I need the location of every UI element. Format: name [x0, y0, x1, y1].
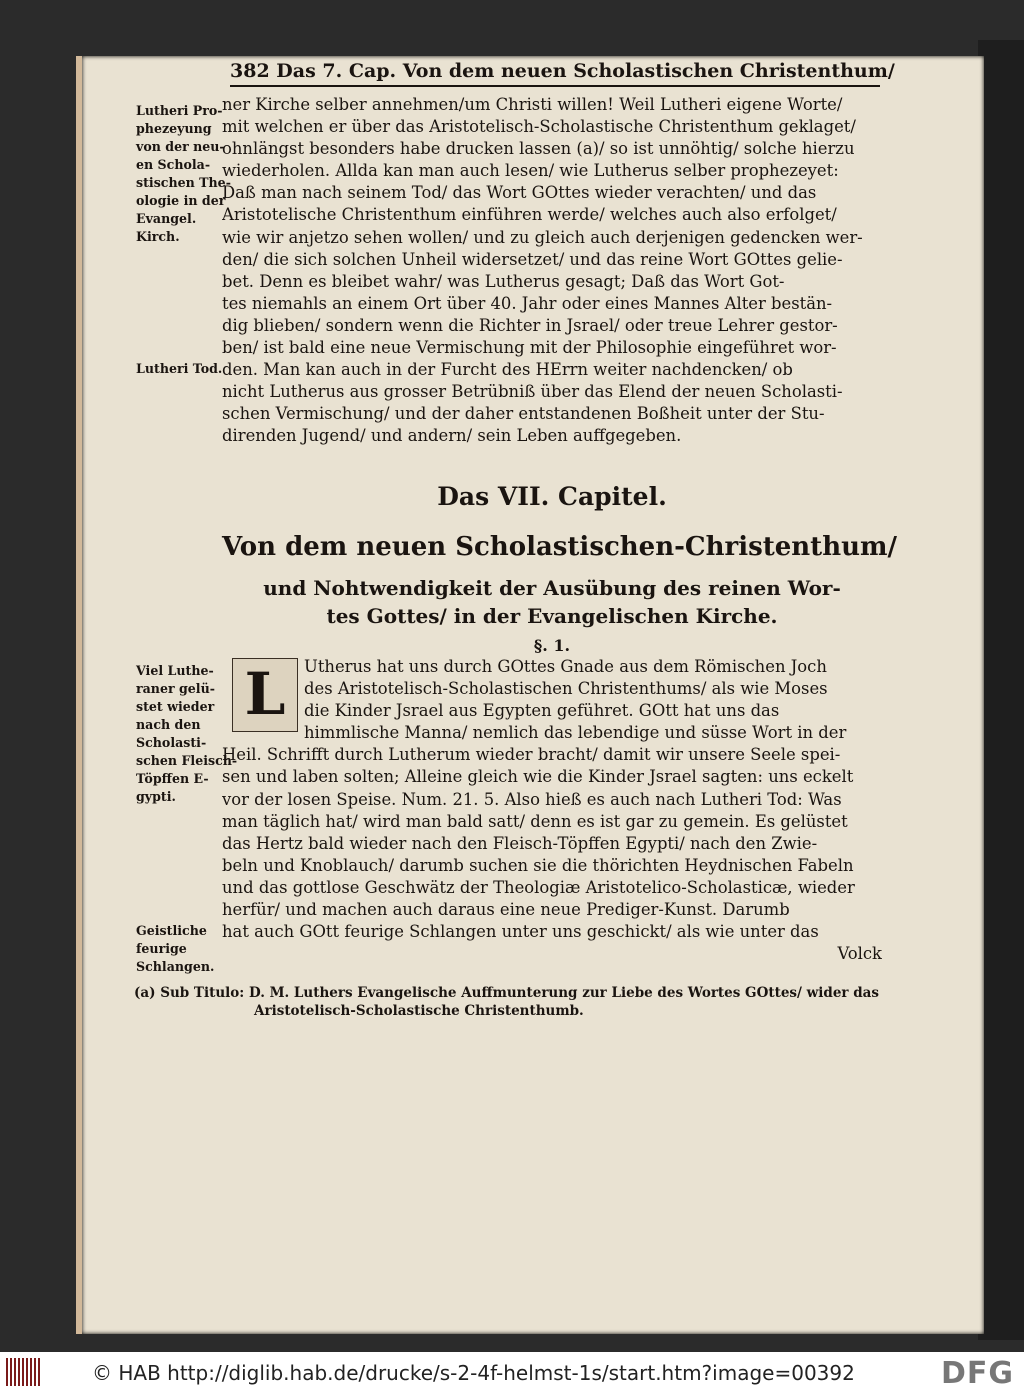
text-line: man täglich hat/ wird man bald satt/ denn es ist gar zu gemein. Es gelüstet — [222, 811, 848, 831]
margin-note-luther-death — [136, 360, 222, 378]
text-line: sen und laben solten; Alleine gleich wie die Kinder Jsrael sagten: uns eckelt — [222, 767, 854, 787]
dfg-logo: DFG — [940, 1356, 1014, 1391]
margin-line: Töpffen E- — [136, 771, 209, 786]
text-line: des Aristotelisch-Scholastischen Christenthums/ als wie Moses — [304, 679, 828, 699]
running-header: 382 Das 7. Cap. Von dem neuen Scholastischen Christenthum/ — [230, 60, 880, 87]
text-line: bet. Denn es bleibet wahr/ was Lutherus gesagt; Daß das Wort Got- — [222, 271, 785, 291]
text-line: vor der losen Speise. Num. 21. 5. Also hieß es auch nach Lutheri Tod: Was — [222, 789, 842, 809]
chapter-number: Das VII. Capitel. — [437, 482, 667, 511]
viewer-footer — [0, 1352, 1024, 1393]
margin-line: Geistliche — [136, 923, 207, 938]
copyright-link[interactable]: © HAB http://diglib.hab.de/drucke/s-2-4f-helmst-1s/start.htm?image=00392 — [92, 1361, 855, 1385]
text-line: herfür/ und machen auch daraus eine neue Prediger-Kunst. Darumb — [222, 900, 790, 920]
margin-line: Viel Luthe- — [136, 663, 214, 678]
chapter-title: Von dem neuen Scholastischen-Christenthum/ — [222, 532, 898, 562]
margin-note-lutherans — [136, 662, 238, 806]
text-line: das Hertz bald wieder nach den Fleisch-Töpffen Egypti/ nach den Zwie- — [222, 833, 818, 853]
text-line: mit welchen er über das Aristotelisch-Scholastische Christenthum geklaget/ — [222, 117, 856, 137]
margin-line: en Schola- — [136, 157, 211, 172]
body-text-bottom — [222, 656, 882, 965]
text-line: schen Vermischung/ und der daher entstandenen Boßheit unter der Stu- — [222, 404, 825, 424]
margin-note-serpents — [136, 922, 222, 976]
text-line: wiederholen. Allda kan man auch lesen/ wie Lutherus selber prophezeyet: — [222, 161, 839, 181]
margin-line: Lutheri Tod. — [136, 361, 223, 376]
text-line: den. Man kan auch in der Furcht des HErrn weiter nachdencken/ ob — [222, 360, 793, 380]
margin-line: Evangel. — [136, 211, 197, 226]
margin-line: feurige — [136, 941, 187, 956]
footnote — [134, 984, 884, 1020]
margin-line: ologie in der — [136, 193, 226, 208]
body-text-top — [222, 94, 882, 448]
catchword: Volck — [837, 944, 882, 964]
section-mark: §. 1. — [533, 636, 571, 655]
text-line: direnden Jugend/ und andern/ sein Leben auffgegeben. — [222, 426, 682, 446]
chapter-subtitle-line: tes Gottes/ in der Evangelischen Kirche. — [326, 604, 778, 628]
text-line: Daß man nach seinem Tod/ das Wort GOttes wieder verachten/ und das — [222, 183, 817, 203]
chapter-subtitle-line: und Nohtwendigkeit der Ausübung des reinen Wor- — [263, 576, 841, 600]
text-line: und das gottlose Geschwätz der Theologiæ Aristotelico-Scholasticæ, wieder — [222, 877, 855, 897]
margin-note-prophecy — [136, 102, 231, 246]
text-line: Aristotelische Christenthum einführen werde/ welches auch also erfolget/ — [222, 205, 837, 225]
margin-line: raner gelü- — [136, 681, 215, 696]
margin-line: Scholasti- — [136, 735, 207, 750]
text-line: tes niemahls an einem Ort über 40. Jahr oder eines Mannes Alter bestän- — [222, 293, 833, 313]
margin-line: Lutheri Pro- — [136, 103, 223, 118]
margin-line: stet wieder — [136, 699, 215, 714]
margin-line: Kirch. — [136, 229, 180, 244]
margin-line: stischen The- — [136, 175, 231, 190]
margin-line: gypti. — [136, 789, 176, 804]
text-line: wie wir anjetzo sehen wollen/ und zu gleich auch derjenigen gedencken wer- — [222, 227, 863, 247]
margin-line: nach den — [136, 717, 201, 732]
text-line: Heil. Schrifft durch Lutherum wieder bracht/ damit wir unsere Seele spei- — [222, 745, 841, 765]
text-line: Utherus hat uns durch GOttes Gnade aus dem Römischen Joch — [304, 657, 827, 676]
margin-line: von der neu- — [136, 139, 225, 154]
text-line: nicht Lutherus aus grosser Betrübniß über das Elend der neuen Scholasti- — [222, 382, 843, 402]
barcode-icon — [6, 1358, 40, 1386]
text-line: ohnlängst besonders habe drucken lassen (a)/ so ist unnöhtig/ solche hierzu — [222, 139, 855, 159]
text-line: beln und Knoblauch/ darumb suchen sie die thörichten Heydnischen Fabeln — [222, 855, 854, 875]
text-line: ner Kirche selber annehmen/um Christi willen! Weil Lutheri eigene Worte/ — [222, 95, 843, 114]
margin-line: Schlangen. — [136, 959, 215, 974]
margin-line: phezeyung — [136, 121, 212, 136]
text-line: himmlische Manna/ nemlich das lebendige und süsse Wort in der — [304, 723, 847, 743]
decorated-initial: L — [232, 658, 298, 732]
text-line: den/ die sich solchen Unheil widersetzet/ und das reine Wort GOttes gelie- — [222, 249, 843, 269]
text-line: die Kinder Jsrael aus Egypten geführet. GOtt hat uns das — [304, 701, 780, 721]
text-line: dig blieben/ sondern wenn die Richter in Jsrael/ oder treue Lehrer gestor- — [222, 315, 838, 335]
footnote-line: Aristotelisch-Scholastische Christenthumb. — [254, 1003, 584, 1019]
footnote-line: (a) Sub Titulo: D. M. Luthers Evangelische Auffmunterung zur Liebe des Wortes GOttes/ wider das — [134, 985, 880, 1001]
text-line: ben/ ist bald eine neue Vermischung mit der Philosophie eingeführet wor- — [222, 338, 837, 358]
adjacent-page-edge — [978, 40, 1024, 1340]
text-line: hat auch GOtt feurige Schlangen unter uns geschickt/ als wie unter das — [222, 922, 819, 942]
margin-line: schen Fleisch- — [136, 753, 238, 768]
